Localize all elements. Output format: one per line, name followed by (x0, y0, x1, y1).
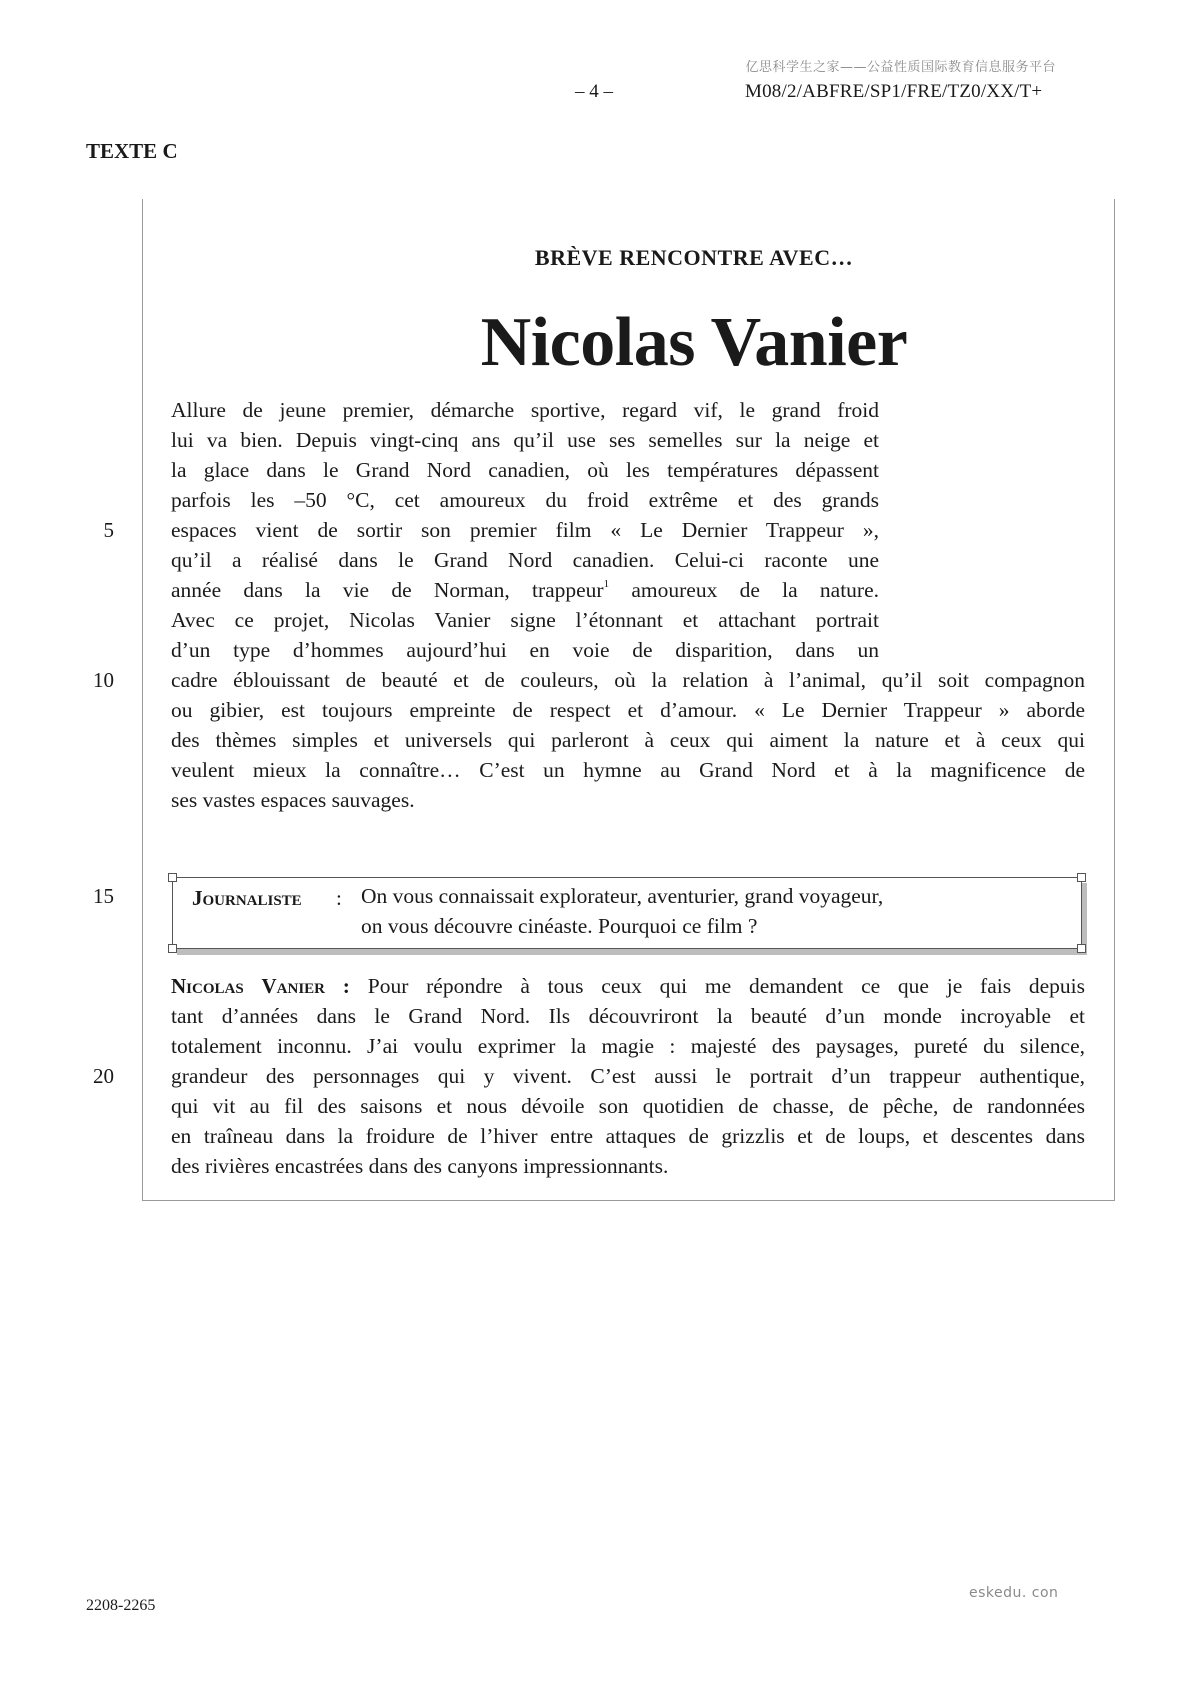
text-line: lui va bien. Depuis vingt-cinq ans qu’il use ses semelles sur la neige et (171, 428, 879, 452)
box-corner-ornament (168, 873, 177, 882)
answer-line: grandeur des personnages qui y vivent. C’est aussi le portrait d’un trappeur authentique, (171, 1064, 1085, 1088)
text-line: ses vastes espaces sauvages. (171, 788, 415, 812)
answer-text: Pour répondre à tous ceux qui me demandent ce que je fais depuis (349, 974, 1086, 998)
text-line: parfois les –50 °C, cet amoureux du froid extrême et des grands (171, 488, 879, 512)
text-line: Avec ce projet, Nicolas Vanier signe l’étonnant et attachant portrait (171, 608, 879, 632)
article-kicker: BRÈVE RENCONTRE AVEC… (534, 245, 854, 270)
text-line: d’un type d’hommes aujourd’hui en voie de disparition, dans un (171, 638, 879, 662)
text-segment: année dans la vie de Norman, trappeur (171, 578, 604, 602)
answer-line: en traîneau dans la froidure de l’hiver entre attaques de grizzlis et de loups, et descentes dans (171, 1124, 1085, 1148)
interviewee-label: NICOLAS VANIER : (171, 974, 350, 998)
section-label: TEXTE C (86, 139, 178, 163)
text-line: veulent mieux la connaître… C’est un hymne au Grand Nord et à la magnificence de (171, 758, 1085, 782)
text-line: ou gibier, est toujours empreinte de respect et d’amour. « Le Dernier Trappeur » aborde (171, 698, 1085, 722)
text-line: qu’il a réalisé dans le Grand Nord canadien. Celui-ci raconte une (171, 548, 879, 572)
page-number: – 4 – (575, 81, 613, 102)
text-line: des thèmes simples et universels qui parleront à ceux qui aiment la nature et à ceux qui (171, 728, 1085, 752)
line-number: 20 (93, 1064, 114, 1088)
box-corner-ornament (1077, 873, 1086, 882)
question-text: On vous connaissait explorateur, aventurier, grand voyageur, (361, 884, 884, 908)
answer-line (171, 974, 1085, 999)
journalist-colon: : (336, 886, 342, 910)
line-number: 15 (93, 884, 114, 908)
text-segment: amoureux de la nature. (609, 578, 879, 602)
answer-line: totalement inconnu. J’ai voulu exprimer la magie : majesté des paysages, pureté du silence, (171, 1034, 1085, 1058)
footer-site: eskedu. con (969, 1585, 1059, 1601)
answer-line: des rivières encastrées dans des canyons impressionnants. (171, 1154, 669, 1178)
text-line: espaces vient de sortir son premier film « Le Dernier Trappeur », (171, 518, 879, 542)
box-corner-ornament (168, 944, 177, 953)
text-line: la glace dans le Grand Nord canadien, où les températures dépassent (171, 458, 879, 482)
question-text: on vous découvre cinéaste. Pourquoi ce film ? (361, 914, 758, 938)
text-line: Allure de jeune premier, démarche sportive, regard vif, le grand froid (171, 398, 879, 422)
answer-line: tant d’années dans le Grand Nord. Ils découvriront la beauté d’un monde incroyable et (171, 1004, 1085, 1028)
article-headline: Nicolas Vanier (480, 304, 908, 381)
text-line: cadre éblouissant de beauté et de couleurs, où la relation à l’animal, qu’il soit compagnon (171, 668, 1085, 692)
box-corner-ornament (1077, 944, 1086, 953)
answer-line: qui vit au fil des saisons et nous dévoile son quotidien de chasse, de pêche, de randonnées (171, 1094, 1085, 1118)
line-number: 10 (93, 668, 114, 692)
footer-code: 2208-2265 (86, 1597, 156, 1614)
journalist-label: JOURNALISTE (192, 886, 302, 910)
watermark-text: 亿思科学生之家——公益性质国际教育信息服务平台 (745, 60, 1056, 75)
line-number: 5 (103, 518, 114, 542)
document-code: M08/2/ABFRE/SP1/FRE/TZ0/XX/T+ (745, 81, 1043, 102)
text-line (171, 578, 879, 603)
footnote-marker: 1 (603, 577, 610, 590)
